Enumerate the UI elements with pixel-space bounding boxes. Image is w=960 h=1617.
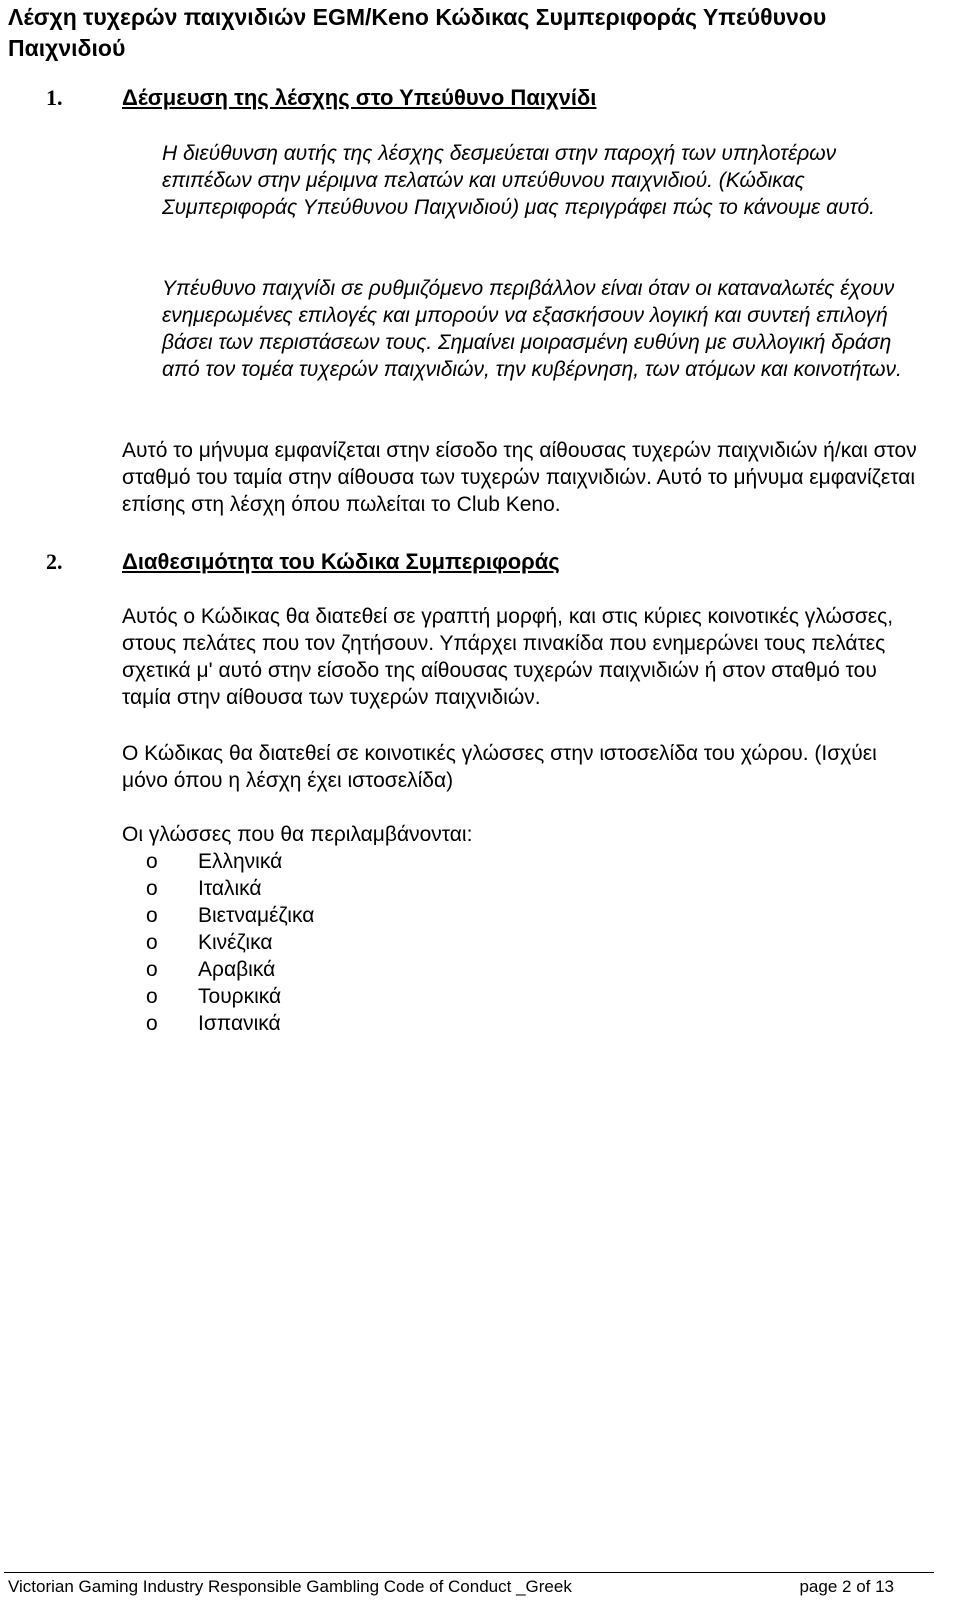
list-item — [122, 902, 314, 929]
document-title: Λέσχη τυχερών παιχνιδιών EGM/Keno Κώδικας Συμπεριφοράς Υπεύθυνου Παιχνιδιού — [8, 4, 827, 61]
page-footer — [4, 1572, 934, 1598]
list-item-label: Τουρκικά — [198, 985, 282, 1008]
section-1-title: Δέσμευση της λέσχης στο Υπεύθυνο Παιχνίδι — [122, 85, 597, 110]
bullet-icon: o — [146, 958, 158, 981]
section-1-paragraph-2: Υπέυθυνο παιχνίδι σε ρυθμιζόμενο περιβάλλον είναι όταν οι καταναλωτές έχουν ενημερωμένες επιλογές και μπορούν να εξασκήσουν λογική και συντεή επιλογή βάσει των περιστάσεων τους. Σημαίνει μοιρασμένη ευθύνη με συλλογική δράση από τον τομέα τυχερών παιχνιδιών, την κυβέρνηση, των ατόμων και κοινοτήτων. — [162, 277, 902, 381]
bullet-icon: o — [146, 877, 158, 900]
section-2-paragraph-3: Οι γλώσσες που θα περιλαμβάνονται: — [122, 823, 473, 846]
list-item-label: Κινέζικα — [198, 931, 273, 954]
list-item — [122, 848, 314, 875]
list-item-label: Ιταλικά — [198, 877, 262, 900]
section-2-paragraph-1: Αυτός ο Κώδικας θα διατεθεί σε γραπτή μορφή, και στις κύριες κοινοτικές γλώσσες, στους πελάτες που τον ζητήσουν. Υπάρχει πινακίδα που ενημερώνει τους πελάτες σχετικά μ' αυτό στην είσοδο της αίθουσας τυχερών παιχνιδιών ή στον σταθμό του ταμία στην αίθουσα των τυχερών παιχνιδιών. — [122, 605, 894, 709]
language-list — [122, 848, 314, 1037]
section-2-title: Διαθεσιμότητα του Κώδικα Συμπεριφοράς — [122, 549, 560, 574]
section-1-paragraph-3: Αυτό το μήνυμα εμφανίζεται στην είσοδο της αίθουσας τυχερών παιχνιδιών ή/και στον σταθμό του ταμία στην αίθουσα των τυχερών παιχνιδιών. Αυτό το μήνυμα εμφανίζεται επίσης στη λέσχη όπου πωλείται το Club Keno. — [122, 439, 917, 516]
list-item — [122, 983, 314, 1010]
list-item-label: Ισπανικά — [198, 1012, 281, 1035]
section-2-number: 2. — [46, 549, 63, 574]
section-1-paragraph-1: Η διεύθυνση αυτής της λέσχης δεσμεύεται στην παροχή των υπηλοτέρων επιπέδων στην μέριμνα πελατών και υπεύθυνου παιχνιδιού. (Κώδικας Συμπεριφοράς Υπεύθυνου Παιχνιδιού) μας περιγράφει πώς το κάνουμε αυτό. — [162, 142, 876, 219]
list-item-label: Αραβικά — [198, 958, 276, 981]
bullet-icon: o — [146, 931, 158, 954]
footer-document-name: Victorian Gaming Industry Responsible Gambling Code of Conduct _Greek — [8, 1577, 572, 1596]
section-2-paragraph-2: Ο Κώδικας θα διατεθεί σε κοινοτικές γλώσσες στην ιστοσελίδα του χώρου. (Ισχύει μόνο όπου η λέσχη έχει ιστοσελίδα) — [122, 742, 877, 792]
bullet-icon: o — [146, 904, 158, 927]
bullet-icon: o — [146, 1012, 158, 1035]
list-item-label: Βιετναμέζικα — [198, 904, 315, 927]
section-1-number: 1. — [46, 85, 63, 110]
list-item — [122, 956, 314, 983]
footer-page-number: page 2 of 13 — [799, 1577, 894, 1596]
bullet-icon: o — [146, 985, 158, 1008]
bullet-icon: o — [146, 850, 158, 873]
list-item — [122, 875, 314, 902]
list-item-label: Ελληνικά — [198, 850, 283, 873]
list-item — [122, 929, 314, 956]
list-item — [122, 1010, 314, 1037]
